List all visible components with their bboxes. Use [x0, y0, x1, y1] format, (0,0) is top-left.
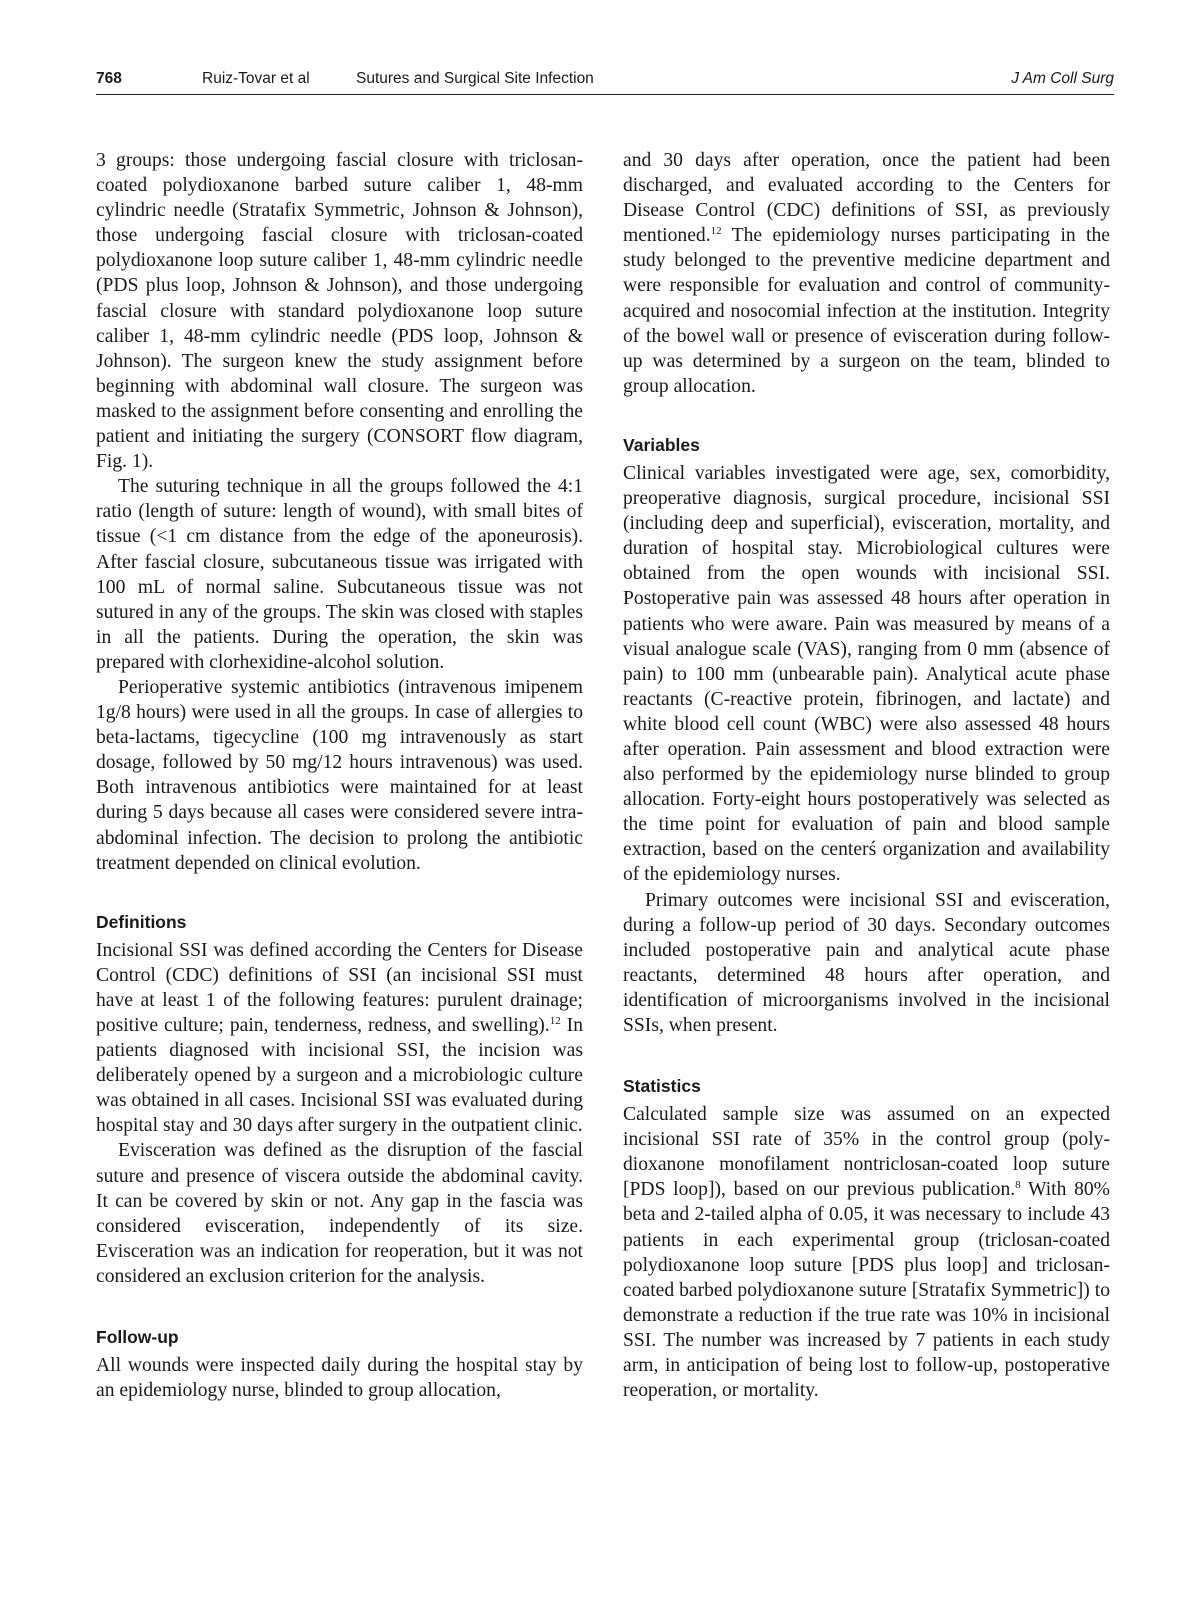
- paragraph-follow-up-continued: [623, 148, 1110, 399]
- reference-superscript: 12: [710, 225, 722, 238]
- running-title: Sutures and Surgical Site Infection: [356, 70, 594, 87]
- paragraph-variables: Clinical variables investigated were age, sex, comorbidity, preoperative diagnosis, surgical procedure, incisional SSI (including deep and superficial), evisceration, mortality, and duration of hospital stay. Microbiological cultures were obtained from the open wounds with incisional SSI. Postoperative pain was assessed 48 hours after operation in patients who were aware. Pain was measured by means of a visual analogue scale (VAS), ranging from 0 mm (absence of pain) to 100 mm (unbearable pain). Analytical acute phase reactants (C-reactive protein, fibrinogen, and lactate) and white blood cell count (WBC) were also assessed 48 hours after operation. Pain assessment and blood extraction were also performed by the epidemiology nurse blinded to group allocation. Forty-eight hours postoperatively was selected as the time point for evaluation of pain and blood sample extraction, based on the centerś organization and availability of the epidemiology nurses.: [623, 462, 1110, 886]
- heading-definitions: Definitions: [96, 911, 187, 932]
- paragraph-text: With 80% beta and 2-tailed alpha of 0.05, it was necessary to include 43 patients in each experimental group (triclosan-coated polydioxanone loop suture [PDS plus loop] and triclosan-coated barbed polydioxanone suture [Stratafix Symmetric]) to demonstrate a reduction if the true rate was 10% in incisional SSI. The number was increased by 7 patients in each study arm, in anticipation of being lost to follow-up, postoperative reoperation, or mortality.: [623, 1179, 1110, 1402]
- paragraph-evisceration: Evisceration was defined as the disruption of the fascial suture and presence of viscera outside the abdominal cavity. It can be covered by skin or not. Any gap in the fascia was considered evisceration, independently of its size. Evisceration was an indication for reoperation, but it was not considered an exclusion criterion for the analysis.: [96, 1140, 583, 1287]
- reference-superscript: 8: [1015, 1179, 1021, 1192]
- paragraph-antibiotics: Perioperative systemic antibiotics (intravenous imipenem 1g/8 hours) were used in all the groups. In case of allergies to beta-lactams, tigecycline (100 mg intravenously as start dosage, followed by 50 mg/12 hours intravenous) was used. Both intravenous antibiotics were maintained for at least during 5 days because all cases were considered severe intra-abdominal infection. The decision to prolong the antibiotic treatment depended on clinical evolution.: [96, 676, 583, 874]
- paragraph-text: In patients diagnosed with incisional SSI, the incision was deliberately opened by a surgeon and a microbiologic culture was obtained in all cases. Incisional SSI was evaluated during hospital stay and 30 days after surgery in the outpatient clinic.: [96, 1015, 583, 1137]
- heading-variables: Variables: [623, 434, 700, 455]
- paragraph-group-description: 3 groups: those undergoing fascial closure with triclosan-coated polydioxanone barbed suture caliber 1, 48-mm cylindric needle (Stratafix Symmetric, Johnson & Johnson), those undergoing fascial closure with triclosan-coated polydioxanone loop suture caliber 1, 48-mm cylindric needle (PDS plus loop, Johnson & Johnson), and those undergoing fascial closure with standard polydioxanone loop suture caliber 1, 48-mm cylindric needle (PDS loop, Johnson & Johnson). The surgeon knew the study assignment before beginning with abdominal wall closure. The surgeon was masked to the assignment before consenting and enrolling the patient and initiating the surgery (CONSORT flow diagram, Fig. 1).: [96, 150, 583, 473]
- paragraph-follow-up: All wounds were inspected daily during the hospital stay by an epidemiology nurse, blinded to group allocation,: [96, 1355, 583, 1402]
- heading-statistics: Statistics: [623, 1076, 701, 1097]
- page-number: 768: [96, 70, 122, 87]
- paragraph-outcomes: Primary outcomes were incisional SSI and evisceration, during a follow-up period of 30 days. Secondary outcomes included postoperative pain and analytical acute phase reactants, determined 48 hours after operation, and identification of microorganisms involved in the incisional SSIs, when present.: [623, 889, 1110, 1036]
- paragraph-text: The epidemiology nurses participating in the study belonged to the preventive medicine department and were responsible for evaluation and control of community-acquired and nosocomial infection at the institution. Integrity of the bowel wall or presence of evisceration during follow-up was determined by a surgeon on the team, blinded to group allocation.: [623, 225, 1110, 397]
- paragraph-incisional-ssi: [96, 938, 583, 1139]
- running-header: [96, 68, 1114, 95]
- running-authors: Ruiz-Tovar et al: [202, 70, 310, 87]
- heading-follow-up: Follow-up: [96, 1327, 179, 1348]
- paragraph-text: and 30 days after operation, once the patient had been discharged, and evaluated according to the Centers for Disease Control (CDC) definitions of SSI, as previously mentioned.: [623, 150, 1110, 247]
- journal-name: J Am Coll Surg: [1011, 70, 1114, 87]
- paragraph-statistics: [623, 1102, 1110, 1403]
- left-column: [96, 148, 583, 1403]
- paragraph-text: Incisional SSI was defined according the Centers for Disease Control (CDC) definitions of SSI (an incisional SSI must have at least 1 of the following features: purulent drainage; positive culture; pain, tenderness, redness, and swelling).: [96, 939, 583, 1036]
- paragraph-suturing-technique: The suturing technique in all the groups followed the 4:1 ratio (length of suture: length of wound), with small bites of tissue (<1 cm distance from the edge of the aponeurosis). After fascial closure, subcutaneous tissue was irrigated with 100 mL of normal saline. Subcutaneous tissue was not sutured in any of the groups. The skin was closed with staples in all the patients. During the operation, the skin was prepared with clorhexidine-alcohol solution.: [96, 476, 583, 673]
- reference-superscript: 12: [549, 1015, 561, 1027]
- paragraph-text: Calculated sample size was assumed on an expected incisional SSI rate of 35% in the control group (polydioxanone monofilament nontriclosan-coated loop suture [PDS loop]), based on our previous publication.: [623, 1104, 1110, 1201]
- right-column: [623, 148, 1110, 1403]
